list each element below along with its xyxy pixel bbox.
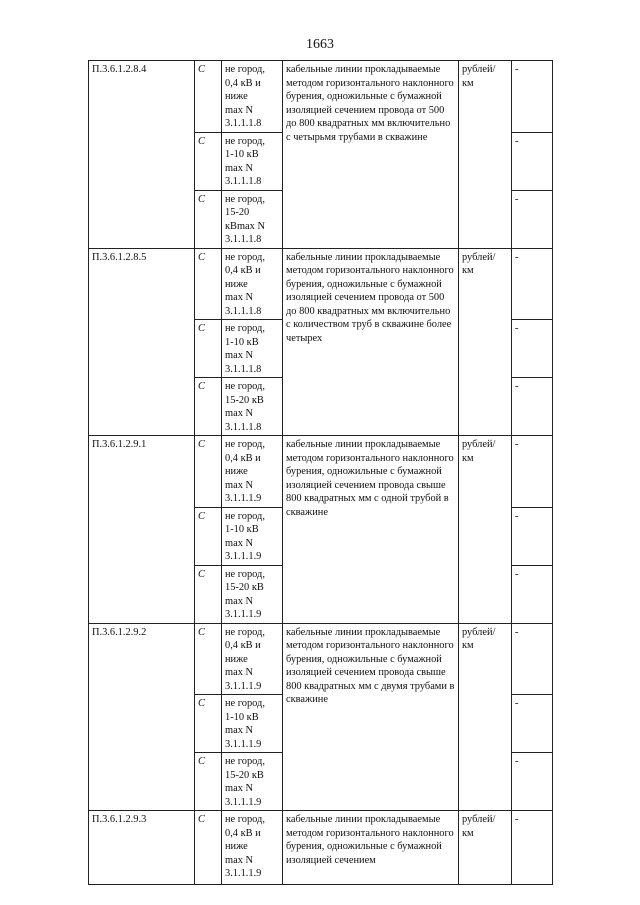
category-letter: С (195, 436, 222, 508)
unit-of-measure: рублей/ км (459, 61, 512, 249)
voltage-condition: не город, 15-20 кВ max N 3.1.1.1.9 (222, 753, 283, 811)
item-code: П.3.6.1.2.8.5 (89, 248, 195, 436)
unit-of-measure: рублей/ км (459, 436, 512, 624)
category-letter: С (195, 378, 222, 436)
voltage-condition: не город, 15-20 кВ max N 3.1.1.1.9 (222, 565, 283, 623)
voltage-condition: не город, 15-20 кВmax N 3.1.1.1.8 (222, 190, 283, 248)
table-row (89, 811, 553, 885)
rate-value: - (512, 507, 553, 565)
tariff-table (88, 60, 553, 885)
category-letter: С (195, 565, 222, 623)
unit-of-measure: рублей/ км (459, 623, 512, 811)
item-description: кабельные линии прокладываемые методом горизонтального наклонного бурения, одножильные с бумажной изоляцией сечением провода свыше 800 квадратных мм с двумя трубами в скважине (283, 623, 459, 811)
item-code: П.3.6.1.2.9.3 (89, 811, 195, 885)
unit-of-measure: рублей/ км (459, 248, 512, 436)
rate-value: - (512, 248, 553, 320)
item-code: П.3.6.1.2.8.4 (89, 61, 195, 249)
voltage-condition: не город, 1-10 кВ max N 3.1.1.1.8 (222, 132, 283, 190)
category-letter: С (195, 248, 222, 320)
item-description: кабельные линии прокладываемые методом горизонтального наклонного бурения, одножильные с бумажной изоляцией сечением (283, 811, 459, 885)
category-letter: С (195, 811, 222, 885)
rate-value: - (512, 378, 553, 436)
table-row (89, 623, 553, 695)
item-description: кабельные линии прокладываемые методом горизонтального наклонного бурения, одножильные с бумажной изоляцией сечением провода от 500 до 800 квадратных мм включительно с количеством труб в скважине более четырех (283, 248, 459, 436)
voltage-condition: не город, 1-10 кВ max N 3.1.1.1.9 (222, 507, 283, 565)
table-row (89, 248, 553, 320)
category-letter: С (195, 623, 222, 695)
voltage-condition: не город, 1-10 кВ max N 3.1.1.1.8 (222, 320, 283, 378)
voltage-condition: не город, 1-10 кВ max N 3.1.1.1.9 (222, 695, 283, 753)
table-row (89, 61, 553, 133)
category-letter: С (195, 695, 222, 753)
category-letter: С (195, 132, 222, 190)
category-letter: С (195, 507, 222, 565)
rate-value: - (512, 132, 553, 190)
rate-value: - (512, 753, 553, 811)
category-letter: С (195, 753, 222, 811)
rate-value: - (512, 436, 553, 508)
rate-value: - (512, 190, 553, 248)
category-letter: С (195, 320, 222, 378)
table-row (89, 436, 553, 508)
rate-value: - (512, 695, 553, 753)
category-letter: С (195, 61, 222, 133)
voltage-condition: не город, 0,4 кВ и ниже max N 3.1.1.1.9 (222, 436, 283, 508)
item-description: кабельные линии прокладываемые методом горизонтального наклонного бурения, одножильные с бумажной изоляцией сечением провода свыше 800 квадратных мм с одной трубой в скважине (283, 436, 459, 624)
rate-value: - (512, 61, 553, 133)
page-number: 1663 (306, 37, 334, 52)
item-code: П.3.6.1.2.9.2 (89, 623, 195, 811)
item-code: П.3.6.1.2.9.1 (89, 436, 195, 624)
voltage-condition: не город, 0,4 кВ и ниже max N 3.1.1.1.8 (222, 248, 283, 320)
item-description: кабельные линии прокладываемые методом горизонтального наклонного бурения, одножильные с бумажной изоляцией сечением провода от 500 до 800 квадратных мм включительно с четырьмя трубами в скважине (283, 61, 459, 249)
rate-value: - (512, 565, 553, 623)
voltage-condition: не город, 0,4 кВ и ниже max N 3.1.1.1.9 (222, 623, 283, 695)
unit-of-measure: рублей/ км (459, 811, 512, 885)
category-letter: С (195, 190, 222, 248)
voltage-condition: не город, 0,4 кВ и ниже max N 3.1.1.1.8 (222, 61, 283, 133)
voltage-condition: не город, 0,4 кВ и ниже max N 3.1.1.1.9 (222, 811, 283, 885)
rate-value: - (512, 320, 553, 378)
rate-value: - (512, 623, 553, 695)
voltage-condition: не город, 15-20 кВ max N 3.1.1.1.8 (222, 378, 283, 436)
rate-value: - (512, 811, 553, 885)
